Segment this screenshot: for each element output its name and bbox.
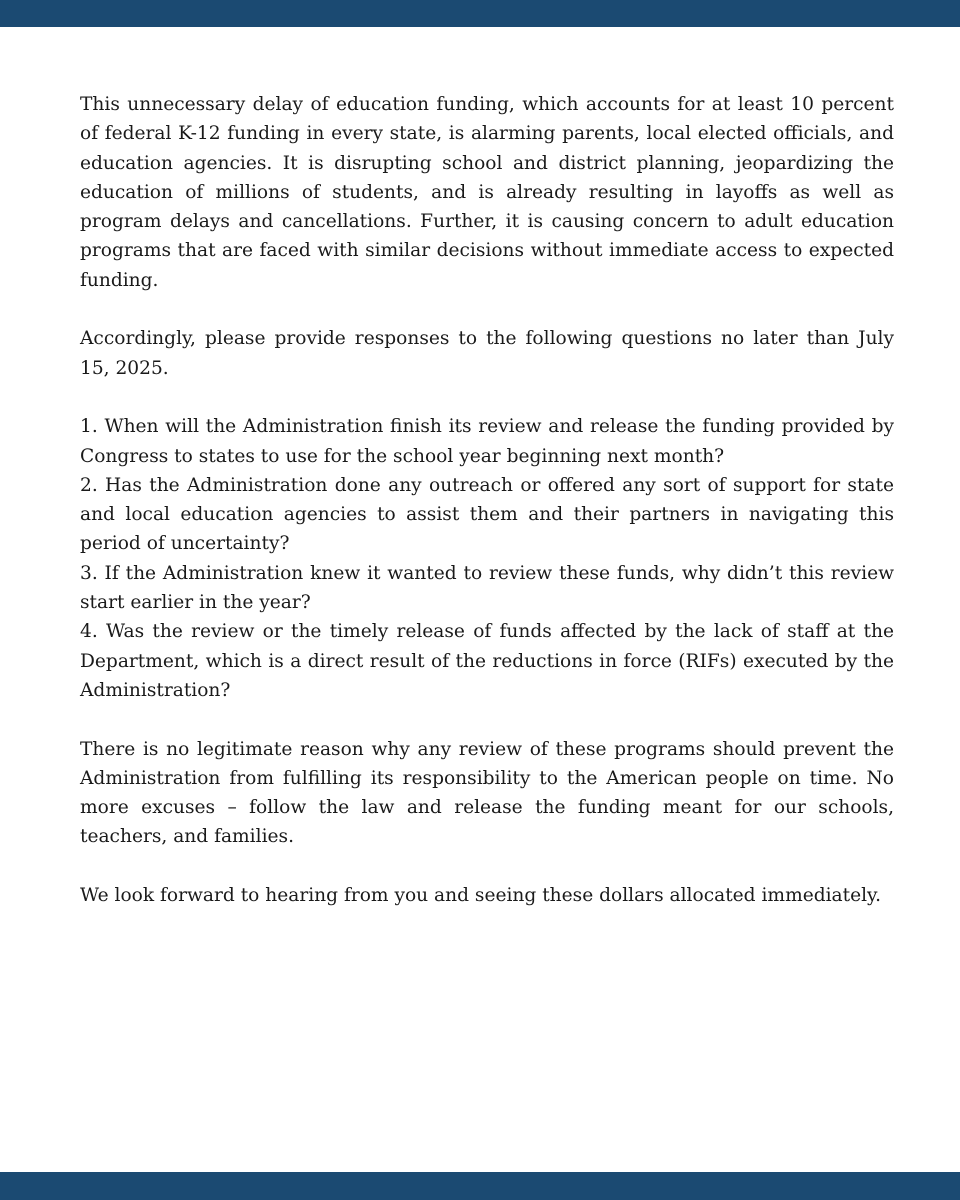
letter-body bbox=[80, 90, 894, 940]
paragraph-response-request: Accordingly, please provide responses to the following questions no later than July 15, 2025. bbox=[80, 328, 894, 379]
paragraph-closing: We look forward to hearing from you and seeing these dollars allocated immediately. bbox=[80, 885, 882, 907]
footer-band bbox=[0, 1172, 960, 1200]
question-item: 1. When will the Administration finish its review and release the funding provided by Congress to states to use for the school year beginning next month? bbox=[80, 416, 894, 467]
question-item: 3. If the Administration knew it wanted to review these funds, why didn’t this review start earlier in the year? bbox=[80, 562, 894, 614]
paragraph-no-excuses: There is no legitimate reason why any review of these programs should prevent the Administration from fulfilling its responsibility to the American people on time. No more excuses – follow the law and release the funding meant for our schools, teachers, and families. bbox=[80, 738, 894, 848]
question-item: 4. Was the review or the timely release of funds affected by the lack of staff at the Department, which is a direct result of the reductions in force (RIFs) executed by the Administration? bbox=[80, 621, 894, 701]
question-item: 2. Has the Administration done any outreach or offered any sort of support for state and local education agencies to assist them and their partners in navigating this period of uncertainty? bbox=[80, 474, 894, 555]
questions-list bbox=[80, 412, 894, 705]
header-band bbox=[0, 0, 960, 27]
paragraph-funding-delay: This unnecessary delay of education funding, which accounts for at least 10 percent of federal K-12 funding in every state, is alarming parents, local elected officials, and education agencies. It is disrupting school and district planning, jeopardizing the education of millions of students, and is already resulting in layoffs as well as program delays and cancellations. Further, it is causing concern to adult education programs that are faced with similar decisions without immediate access to expected funding. bbox=[80, 94, 894, 291]
